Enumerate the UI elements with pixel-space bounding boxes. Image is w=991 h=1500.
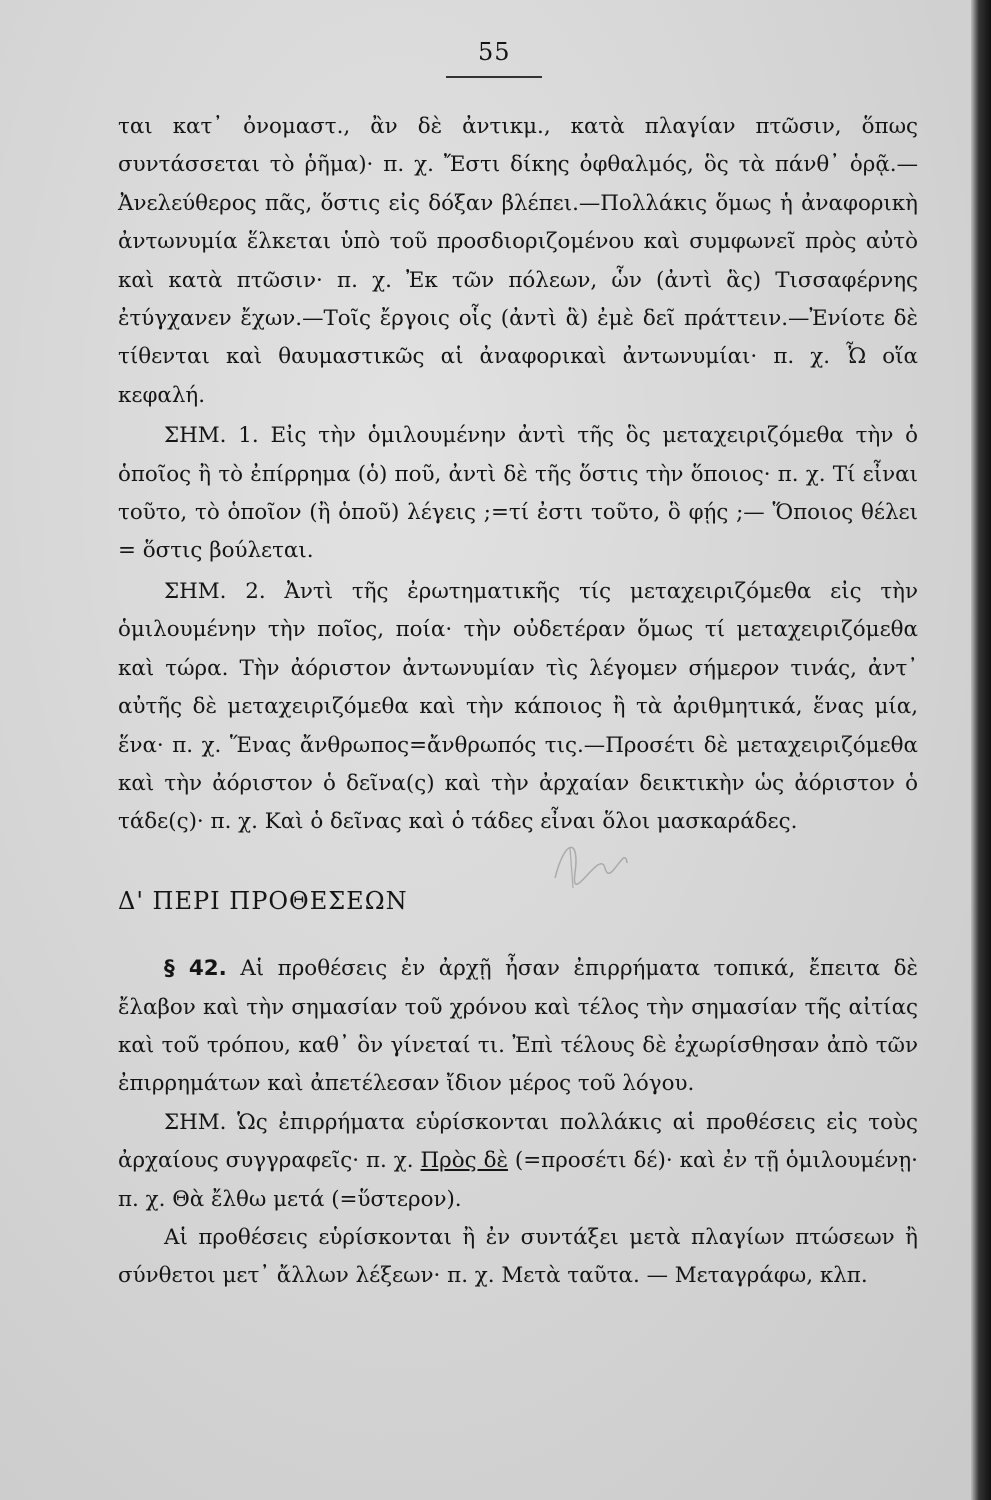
note-3 bbox=[118, 1104, 918, 1219]
final-paragraph: Αἱ προθέσεις εὑρίσκονται ἢ ἐν συντάξει μετὰ πλαγίων πτώσεων ἢ σύνθετοι μετ᾽ ἄλλων λέξεων· π. χ. Μετὰ ταῦτα. — Μεταγράφω, κλπ. bbox=[118, 1224, 918, 1289]
body-text bbox=[118, 108, 918, 1296]
note-2: ΣΗΜ. 2. Ἀντὶ τῆς ἐρωτηματικῆς τίς μεταχειριζόμεθα εἰς τὴν ὁμιλουμένην τὴν ποῖος, ποία· τὴν οὐδετέραν ὅμως τί μεταχειριζόμεθα καὶ τώρα. Τὴν ἀόριστον ἀντωνυμίαν τὶς λέγομεν σήμερον τινάς, ἀντ᾽ αὐτῆς δὲ μεταχειριζόμεθα καὶ τὴν κάποιος ἢ τὰ ἀριθμητικά, ἕνας μία, ἕνα· π. χ. Ἕνας ἄνθρωπος=ἄνθρωπός τις.—Προσέτι δὲ μεταχειριζόμεθα καὶ τὴν ἀόριστον ὁ δεῖνα(ς) καὶ τὴν ἀρχαίαν δεικτικὴν ὡς ἀόριστον ὁ τάδε(ς)· π. χ. Καὶ ὁ δεῖνας καὶ ὁ τάδες εἶναι ὅλοι μασκαράδες. bbox=[118, 578, 918, 835]
page-binding-edge bbox=[971, 0, 991, 1500]
header-rule bbox=[446, 76, 542, 78]
note-1: ΣΗΜ. 1. Εἰς τὴν ὁμιλουμένην ἀντὶ τῆς ὃς μεταχειριζόμεθα τὴν ὁ ὁποῖος ἢ τὸ ἐπίρρημα (ὁ) ποῦ, ἀντὶ δὲ τῆς ὅστις τὴν ὅποιος· π. χ. Τί εἶναι τοῦτο, τὸ ὁποῖον (ἢ ὁποῦ) λέγεις ;=τί ἐστι τοῦτο, ὃ φῄς ;— Ὅποιος θέλει = ὅστις βούλεται. bbox=[118, 423, 918, 564]
section-42-text: Αἱ προθέσεις ἐν ἀρχῇ ἦσαν ἐπιρρήματα τοπικά, ἔπειτα δὲ ἔλαβον καὶ τὴν σημασίαν τοῦ χρόνου καὶ τέλος τὴν σημασίαν τῆς αἰτίας καὶ τοῦ τρόπου, καθ᾽ ὃν γίνεταί τι. Ἐπὶ τέλους δὲ ἐχωρίσθησαν ἀπὸ τῶν ἐπιρρημάτων καὶ ἀπετέλεσαν ἴδιον μέρος τοῦ λόγου. bbox=[118, 956, 918, 1097]
note-3-underlined: Πρὸς δὲ bbox=[420, 1148, 508, 1174]
note-3-lead: ΣΗΜ. Ὡς ἐπιρρήματα εὑρίσκονται πολλάκις αἱ προθέσεις εἰς τοὺς ἀρχαίους συγγραφεῖς· π. χ. bbox=[118, 1109, 918, 1174]
section-heading: Δ' ΠΕΡΙ ΠΡΟΘΕΣΕΩΝ bbox=[118, 886, 408, 915]
page-number: 55 bbox=[478, 38, 511, 66]
note-3-tail: (=προσέτι δέ)· καὶ ἐν τῇ ὁμιλουμένῃ· π. χ. Θὰ ἔλθω μετά (=ὕστερον). bbox=[118, 1148, 918, 1212]
paragraph-relative-pronoun: ται κατ᾽ ὀνομαστ., ἂν δὲ ἀντικμ., κατὰ πλαγίαν πτῶσιν, ὅπως συντάσσεται τὸ ῥῆμα)· π. χ. Ἔστι δίκης ὀφθαλμός, ὃς τὰ πάνθ᾽ ὁρᾷ.—Ἀνελεύθερος πᾶς, ὅστις εἰς δόξαν βλέπει.—Πολλάκις ὅμως ἡ ἀναφορικὴ ἀντωνυμία ἕλκεται ὑπὸ τοῦ προσδιοριζομένου καὶ συμφωνεῖ πρὸς αὐτὸ καὶ κατὰ πτῶσιν· π. χ. Ἐκ τῶν πόλεων, ὧν (ἀντὶ ἃς) Τισσαφέρνης ἐτύγχανεν ἔχων.—Τοῖς ἔργοις οἷς (ἀντὶ ἃ) ἐμὲ δεῖ πράττειν.—Ἐνίοτε δὲ τίθενται καὶ θαυμαστικῶς αἱ ἀναφορικαὶ ἀντωνυμίαι· π. χ. Ὦ οἵα κεφαλή. bbox=[118, 114, 918, 408]
section-42 bbox=[118, 950, 918, 1104]
section-mark: § 42. bbox=[164, 956, 227, 982]
